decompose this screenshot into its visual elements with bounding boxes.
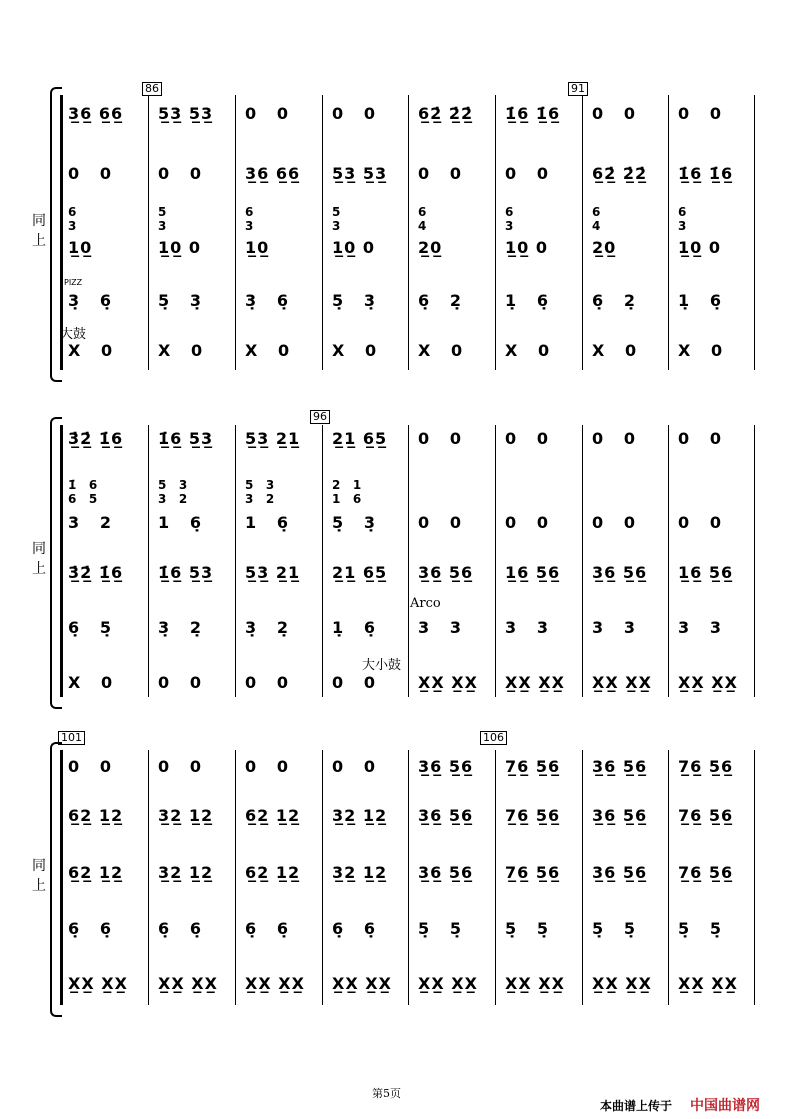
chord-stack: 6 3 — [678, 205, 687, 233]
barline — [582, 425, 583, 697]
note-cell: 6̣ 6̣ — [245, 919, 289, 938]
note-cell: X 0 — [68, 341, 114, 360]
note-cell: 3̲6̲ 6̲6̲ — [68, 104, 124, 123]
note-cell: 6̣ 6̣ — [68, 919, 112, 938]
note-cell: 3̲̇2̲̇ 1̲̇6̲ — [68, 429, 124, 448]
chord-stack: 5 3 — [158, 205, 167, 233]
note-cell: 5̲3̲ 5̲3̲ — [332, 164, 388, 183]
note-cell: X̲X̲ X̲X̲ — [505, 673, 565, 692]
barline — [148, 750, 149, 1005]
note-cell: 3̣ 2̣ — [245, 618, 289, 637]
note-cell: 0 0 — [332, 757, 376, 776]
barline — [235, 95, 236, 370]
system-label: 同上 — [32, 212, 46, 249]
note-cell: X̲X̲ X̲X̲ — [505, 974, 565, 993]
note-cell: 0 0 — [418, 429, 462, 448]
barline — [408, 95, 409, 370]
note-cell: 3 3 — [678, 618, 722, 637]
note-cell: 7̲6̲ 5̲6̲ — [678, 863, 734, 882]
note-cell: X 0 — [68, 673, 114, 692]
chord-stack: 5 3 3 2 — [158, 478, 188, 506]
note-cell: 5̣ 5̣ — [678, 919, 722, 938]
note-cell: 0 0 — [158, 673, 202, 692]
chord-stack: 6 3 — [505, 205, 514, 233]
barline — [322, 750, 323, 1005]
note-cell: 1̲0̲ 0 — [678, 238, 721, 257]
note-cell: X̲X̲ X̲X̲ — [245, 974, 305, 993]
barline — [235, 425, 236, 697]
note-cell: 0 0 — [332, 673, 376, 692]
upload-credit: 本曲谱上传于 — [600, 1099, 673, 1113]
note-cell: 0 0 — [678, 104, 722, 123]
chord-stack: 1̇ 6 6 5 — [68, 478, 98, 506]
note-cell: 6̣ 6̣ — [158, 919, 202, 938]
note-cell: 7̲6̲ 5̲6̲ — [678, 757, 734, 776]
note-cell: 0 0 — [505, 513, 549, 532]
system-start-line — [60, 425, 63, 697]
note-cell: X 0 — [245, 341, 291, 360]
note-cell: 0 0 — [418, 164, 462, 183]
note-cell: 0 0 — [332, 104, 376, 123]
barline — [322, 95, 323, 370]
barline — [495, 425, 496, 697]
note-cell: 1̲̇6̲ 1̲̇6̲ — [678, 164, 734, 183]
note-cell: 5̣ 3̣ — [332, 513, 376, 532]
barline — [408, 750, 409, 1005]
note-cell: 3̲2̲ 1̲2̲ — [332, 863, 388, 882]
note-cell: X̲X̲ X̲X̲ — [158, 974, 218, 993]
note-cell: 0 0 — [158, 164, 202, 183]
note-cell: X 0 — [505, 341, 551, 360]
barline — [495, 95, 496, 370]
note-cell: 3 3 — [592, 618, 636, 637]
note-cell: 3̣ 6̣ — [68, 291, 112, 310]
note-cell: 6̣ 2̣ — [592, 291, 636, 310]
note-cell: 3̲6̲ 5̲6̲ — [592, 563, 648, 582]
barline — [408, 425, 409, 697]
note-cell: 1̲̇6̲ 1̲̇6̲ — [505, 104, 561, 123]
note-cell: 0 0 — [245, 104, 289, 123]
note-cell: 0 0 — [678, 513, 722, 532]
note-cell: 0 0 — [678, 429, 722, 448]
note-cell: X̲X̲ X̲X̲ — [68, 974, 128, 993]
chord-stack: 6 3 — [245, 205, 254, 233]
note-cell: 7̲6̲ 5̲6̲ — [505, 757, 561, 776]
note-cell: X̲X̲ X̲X̲ — [678, 974, 738, 993]
barline — [668, 750, 669, 1005]
note-cell: 5̲3̲ 2̲1̲ — [245, 563, 301, 582]
note-cell: 3̲6̲ 5̲6̲ — [592, 806, 648, 825]
note-cell: 0 0 — [68, 757, 112, 776]
note-cell: 2̲1̲ 6̲5̲ — [332, 429, 388, 448]
note-cell: 2̲0̲ — [418, 238, 443, 257]
note-cell: X 0 — [418, 341, 464, 360]
note-cell: 7̲6̲ 5̲6̲ — [505, 806, 561, 825]
note-cell: X̲X̲ X̲X̲ — [678, 673, 738, 692]
note-cell: 5̣ 3̣ — [332, 291, 376, 310]
measure-number: 96 — [310, 410, 330, 424]
barline — [754, 95, 755, 370]
note-cell: 0 0 — [505, 164, 549, 183]
drum-label: 大小鼓 — [362, 658, 402, 673]
pizz-marking: PIZZ — [64, 278, 83, 287]
note-cell: 0 0 — [418, 513, 462, 532]
note-cell: 1̣ 6̣ — [678, 291, 722, 310]
note-cell: 6̲2̲̇ 2̲̇2̲̇ — [592, 164, 648, 183]
note-cell: 0 0 — [245, 757, 289, 776]
note-cell: 5̲3̲ 5̲3̲ — [158, 104, 214, 123]
chord-stack: 6 4 — [418, 205, 427, 233]
note-cell: 7̲6̲ 5̲6̲ — [505, 863, 561, 882]
note-cell: 1 6̣ — [245, 513, 289, 532]
chord-stack: 6 3 — [68, 205, 77, 233]
barline — [148, 425, 149, 697]
note-cell: 1̲̇6̲ 5̲3̲ — [158, 429, 214, 448]
barline — [582, 750, 583, 1005]
note-cell: 1̲0̲ 0 — [158, 238, 201, 257]
barline — [235, 750, 236, 1005]
note-cell: 2̲0̲ — [592, 238, 617, 257]
note-cell: 5̣ 5̣ — [592, 919, 636, 938]
site-logo: 中国曲谱网 — [690, 1098, 760, 1114]
note-cell: 6̲2̲ 1̲2̲ — [68, 863, 124, 882]
chord-stack: 5 3 — [332, 205, 341, 233]
note-cell: X 0 — [158, 341, 204, 360]
note-cell: 0 0 — [592, 429, 636, 448]
note-cell: 3̲6̲ 5̲6̲ — [418, 563, 474, 582]
note-cell: X̲X̲ X̲X̲ — [418, 673, 478, 692]
note-cell: 0 0 — [245, 673, 289, 692]
system-label: 同上 — [32, 857, 46, 894]
note-cell: 6̲2̲̇ 2̲̇2̲̇ — [418, 104, 474, 123]
note-cell: 1̲0̲ — [68, 238, 93, 257]
note-cell: X 0 — [332, 341, 378, 360]
note-cell: 3̣ 6̣ — [245, 291, 289, 310]
chord-stack: 5 3 3 2 — [245, 478, 275, 506]
note-cell: 6̲2̲ 1̲2̲ — [245, 863, 301, 882]
note-cell: 3̲6̲ 5̲6̲ — [592, 863, 648, 882]
note-cell: 1̣ 6̣ — [505, 291, 549, 310]
drum-label: 大鼓 — [60, 327, 87, 342]
note-cell: 1̣ 6̣ — [332, 618, 376, 637]
barline — [668, 95, 669, 370]
barline — [582, 95, 583, 370]
note-cell: 5̣ 5̣ — [505, 919, 549, 938]
measure-number: 91 — [568, 82, 588, 96]
note-cell: 3̲6̲ 5̲6̲ — [418, 863, 474, 882]
note-cell: 3 3 — [505, 618, 549, 637]
note-cell: 3̲6̲ 5̲6̲ — [592, 757, 648, 776]
note-cell: 3 2 — [68, 513, 112, 532]
note-cell: 6̣ 6̣ — [332, 919, 376, 938]
note-cell: 3 3 — [418, 618, 462, 637]
note-cell: X̲X̲ X̲X̲ — [592, 974, 652, 993]
note-cell: X 0 — [678, 341, 724, 360]
note-cell: 0 0 — [158, 757, 202, 776]
note-cell: 3̲̇2̲̇ 1̲̇6̲ — [68, 563, 124, 582]
note-cell: 0 0 — [505, 429, 549, 448]
note-cell: 3̣ 2̣ — [158, 618, 202, 637]
note-cell: 5̲3̲ 2̲1̲ — [245, 429, 301, 448]
note-cell: 6̲2̲ 1̲2̲ — [68, 806, 124, 825]
note-cell: X 0 — [592, 341, 638, 360]
measure-number: 101 — [58, 731, 85, 745]
chord-stack: 2 1 1 6 — [332, 478, 362, 506]
system-label: 同上 — [32, 541, 46, 577]
note-cell: 1̲0̲ 0 — [505, 238, 548, 257]
note-cell: X̲X̲ X̲X̲ — [592, 673, 652, 692]
note-cell: 7̲6̲ 5̲6̲ — [678, 806, 734, 825]
note-cell: 2̲1̲ 6̲5̲ — [332, 563, 388, 582]
note-cell: 3̲2̲ 1̲2̲ — [332, 806, 388, 825]
note-cell: 0 0 — [68, 164, 112, 183]
note-cell: 0 0 — [592, 513, 636, 532]
barline — [754, 750, 755, 1005]
note-cell: 6̣ 2̣ — [418, 291, 462, 310]
note-cell: 3̲6̲ 5̲6̲ — [418, 806, 474, 825]
note-cell: 3̲6̲ 5̲6̲ — [418, 757, 474, 776]
page-number: 第5页 — [372, 1087, 401, 1100]
note-cell: 3̲6̲ 6̲6̲ — [245, 164, 301, 183]
arco-marking: Arco — [410, 596, 441, 611]
note-cell: X̲X̲ X̲X̲ — [418, 974, 478, 993]
chord-stack: 6 4 — [592, 205, 601, 233]
note-cell: 1̲6̲ 5̲6̲ — [505, 563, 561, 582]
note-cell: 1̲0̲ — [245, 238, 270, 257]
barline — [322, 425, 323, 697]
note-cell: 5̣ 5̣ — [418, 919, 462, 938]
note-cell: 1̲0̲ 0 — [332, 238, 375, 257]
note-cell: 1̲̇6̲ 5̲3̲ — [158, 563, 214, 582]
note-cell: 0 0 — [592, 104, 636, 123]
measure-number: 86 — [142, 82, 162, 96]
measure-number: 106 — [480, 731, 507, 745]
barline — [754, 425, 755, 697]
note-cell: 6̣ 5̣ — [68, 618, 112, 637]
note-cell: 3̲2̲ 1̲2̲ — [158, 806, 214, 825]
note-cell: 1 6̣ — [158, 513, 202, 532]
barline — [668, 425, 669, 697]
note-cell: 6̲2̲ 1̲2̲ — [245, 806, 301, 825]
note-cell: 5̣ 3̣ — [158, 291, 202, 310]
note-cell: 1̲6̲ 5̲6̲ — [678, 563, 734, 582]
note-cell: X̲X̲ X̲X̲ — [332, 974, 392, 993]
barline — [148, 95, 149, 370]
barline — [495, 750, 496, 1005]
note-cell: 3̲2̲ 1̲2̲ — [158, 863, 214, 882]
system-start-line — [60, 750, 63, 1005]
